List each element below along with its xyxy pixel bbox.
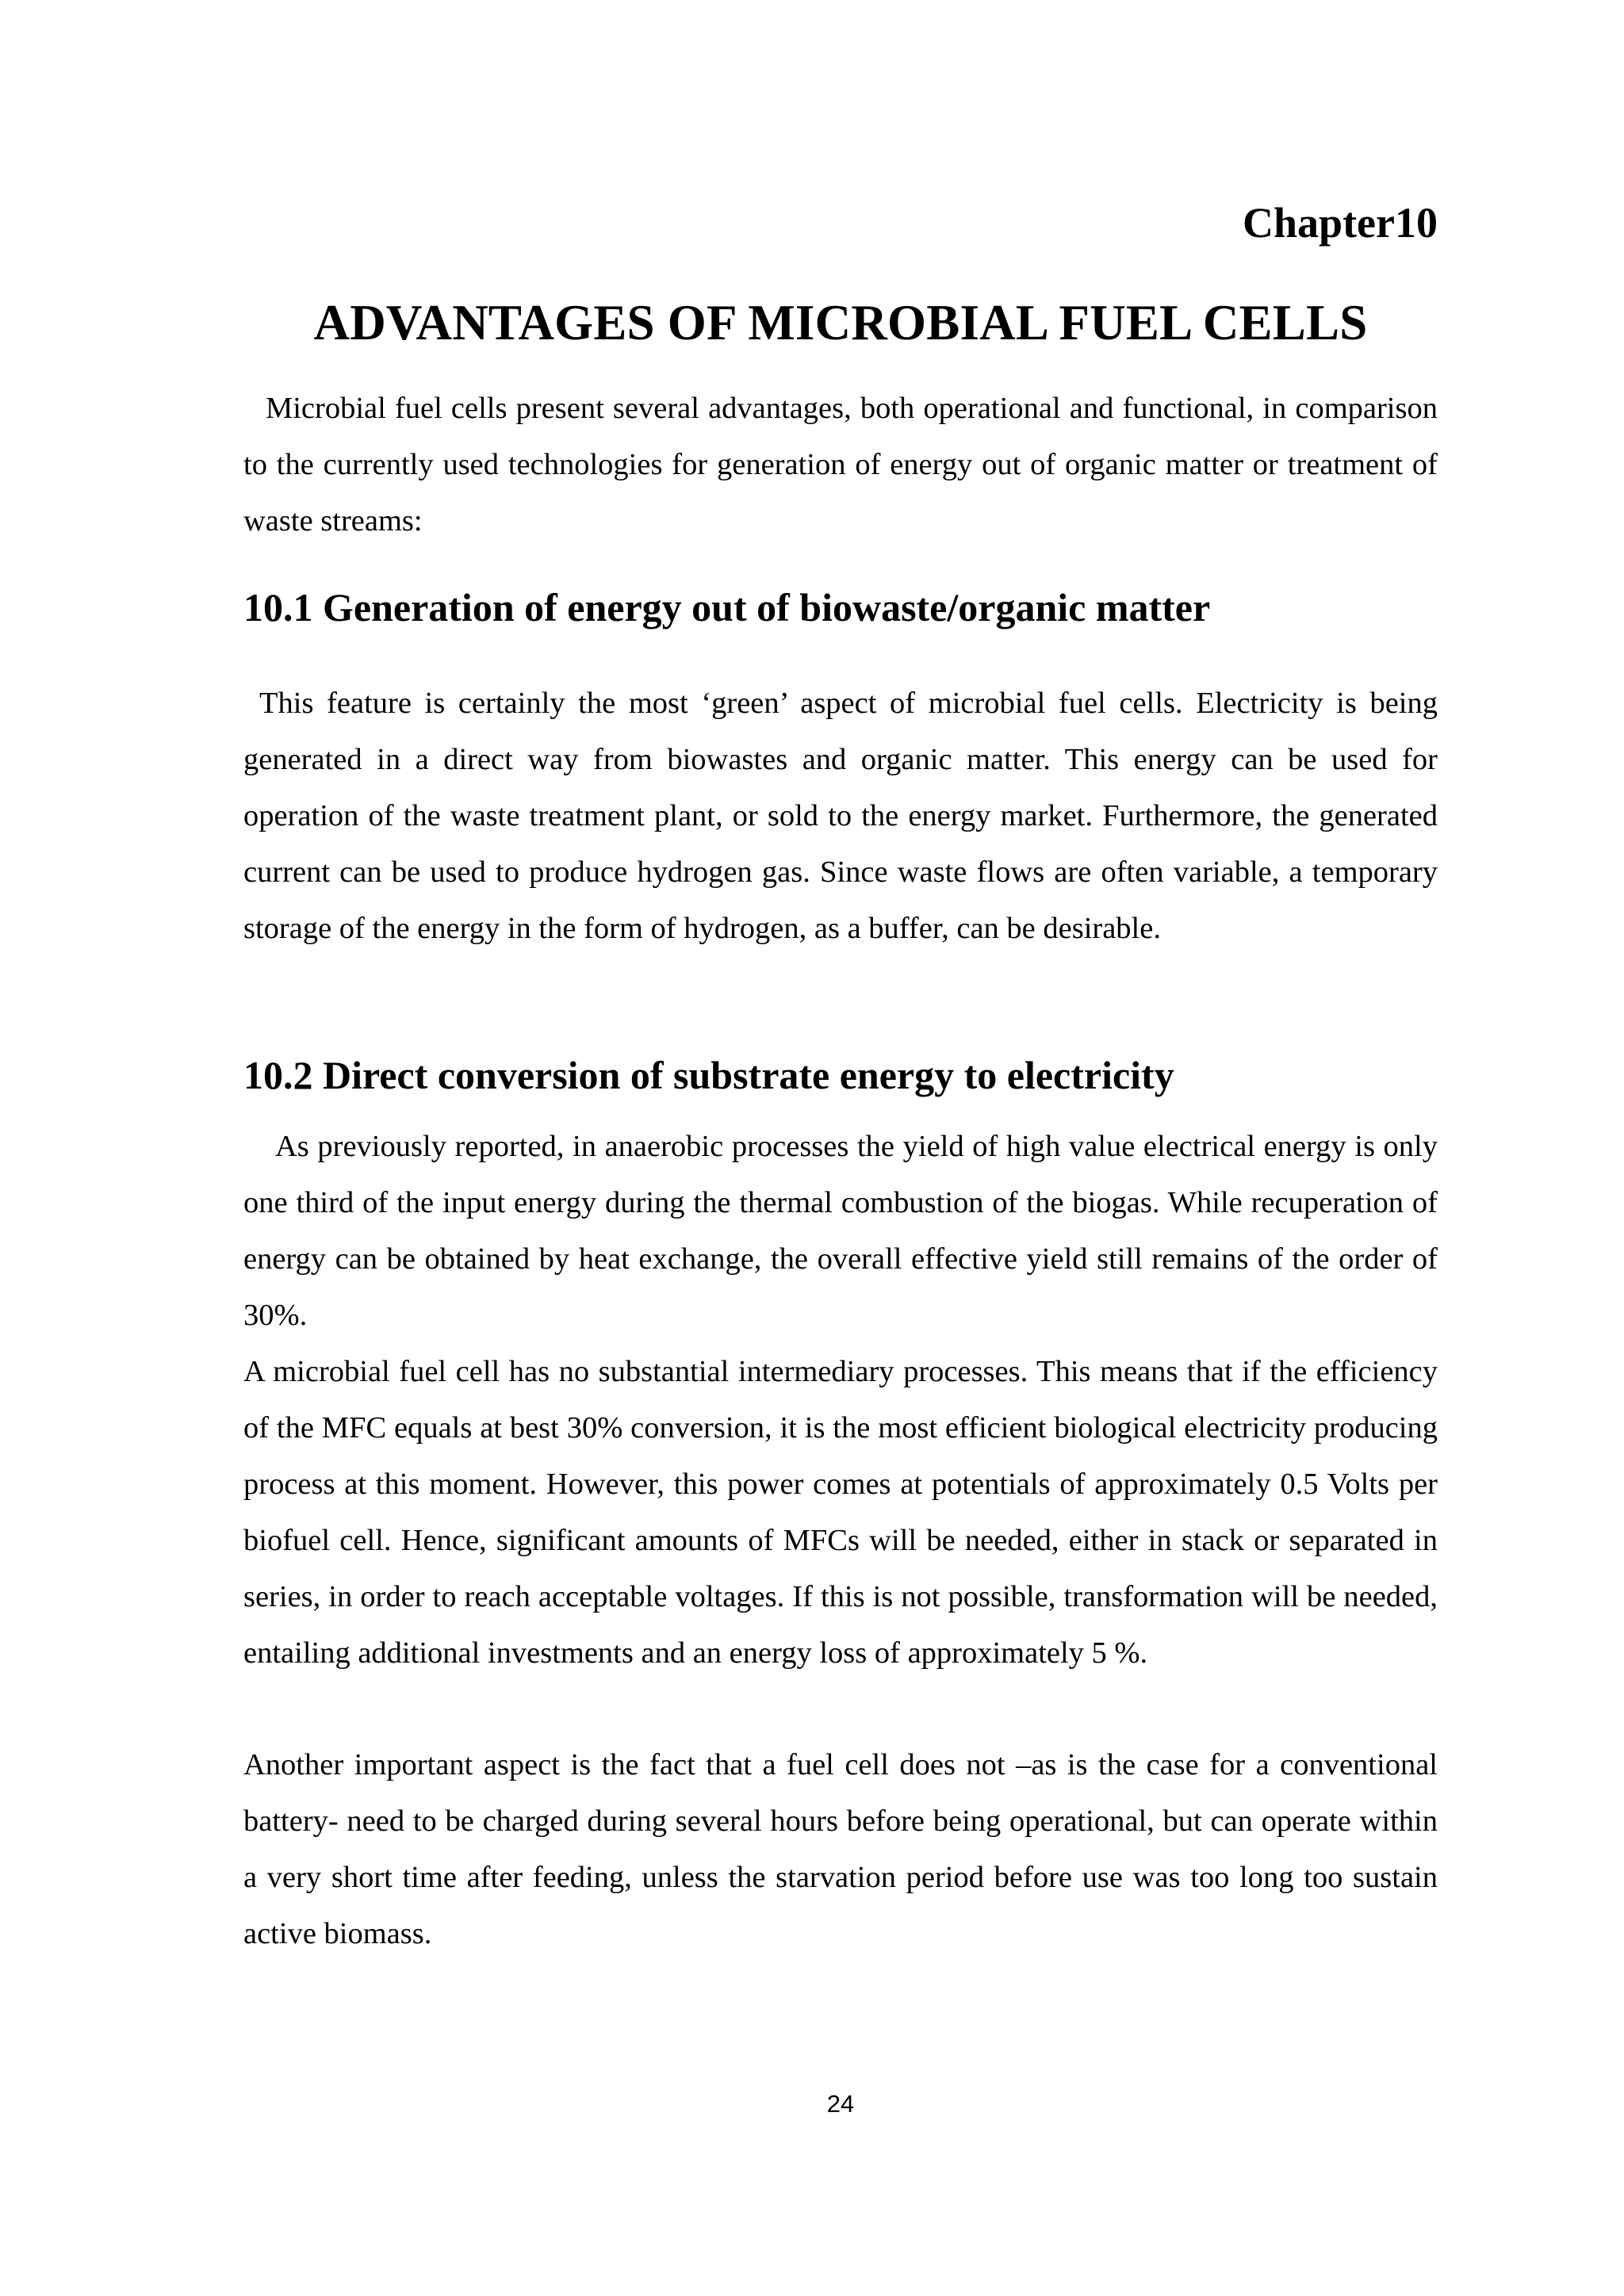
document-page [243,0,1438,2296]
section-10-2-paragraph-3: Another important aspect is the fact that a fuel cell does not –as is the case for a conventional battery- need to be charged during several hours before being operational, but can operate within a very short time after feeding, unless the starvation period before use was too long too sustain active biomass. [243,1748,1438,1950]
intro-paragraph: Microbial fuel cells present several advantages, both operational and functional, in comparison to the currently used technologies for generation of energy out of organic matter or treatment of waste streams: [243,392,1438,538]
page-number: 24 [826,2090,855,2118]
section-10-2-paragraph-2: A microbial fuel cell has no substantial intermediary processes. This means that if the efficiency of the MFC equals at best 30% conversion, it is the most efficient biological electricity producing process at this moment. However, this power comes at potentials of approximately 0.5 Volts per biofuel cell. Hence, significant amounts of MFCs will be needed, either in stack or separated in series, in order to reach acceptable voltages. If this is not possible, transformation will be needed, entailing additional investments and an energy loss of approximately 5 %. [243,1355,1438,1670]
chapter-label: Chapter10 [1243,199,1438,247]
section-heading-10-2: 10.2 Direct conversion of substrate energy to electricity [243,1053,1174,1097]
section-10-2-paragraph-1: As previously reported, in anaerobic processes the yield of high value electrical energy is only one third of the input energy during the thermal combustion of the biogas. While recuperation of energy can be obtained by heat exchange, the overall effective yield still remains of the order of 30%. [243,1130,1438,1332]
chapter-title: ADVANTAGES OF MICROBIAL FUEL CELLS [313,295,1368,350]
section-10-1-paragraph: This feature is certainly the most ‘green’ aspect of microbial fuel cells. Electricity is being generated in a direct way from biowastes and organic matter. This energy can be used for operation of the waste treatment plant, or sold to the energy market. Furthermore, the generated current can be used to produce hydrogen gas. Since waste flows are often variable, a temporary storage of the energy in the form of hydrogen, as a buffer, can be desirable. [243,687,1438,945]
section-heading-10-1: 10.1 Generation of energy out of biowaste/organic matter [243,585,1211,629]
